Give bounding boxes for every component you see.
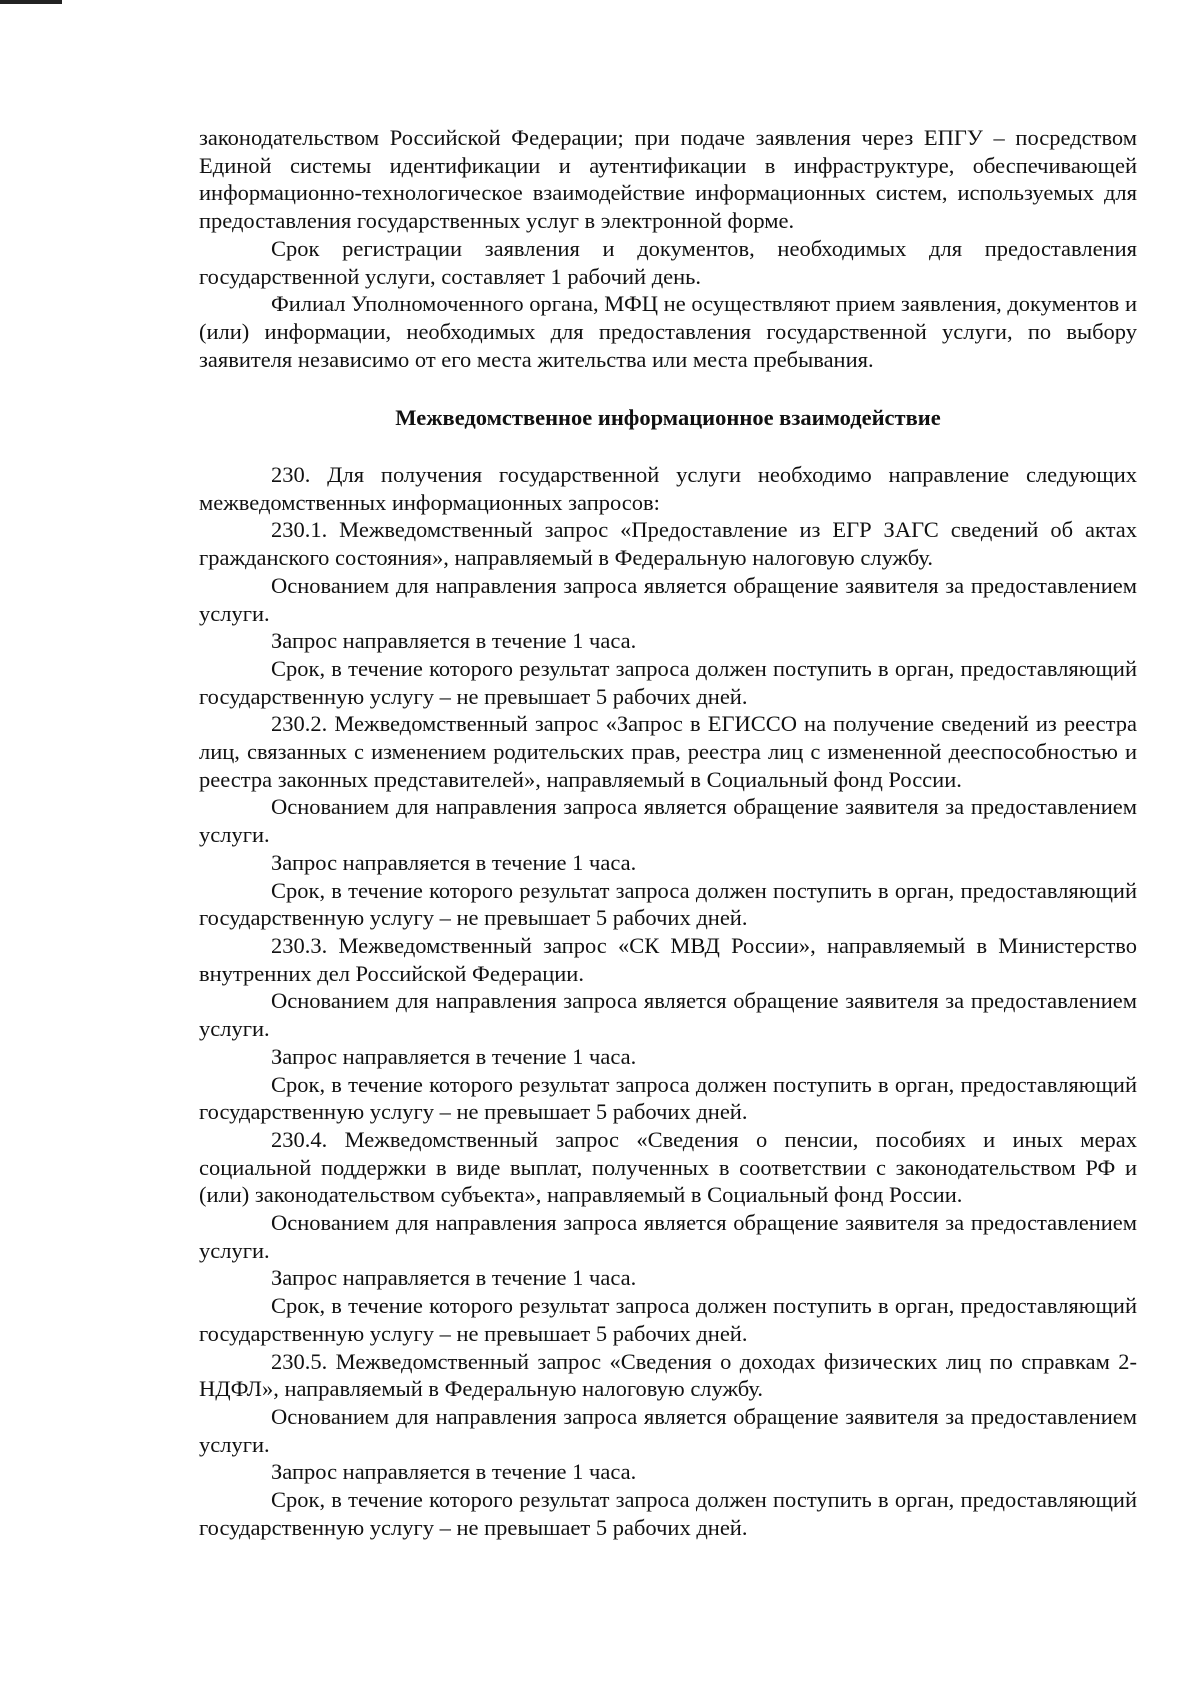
- paragraph-branch-note: Филиал Уполномоченного органа, МФЦ не осуществляют прием заявления, документов и (или) информации, необходимых для предоставления государственной услуги, по выбору заявителя независимо от его места жительства или места пребывания.: [199, 291, 1137, 372]
- section-heading: Межведомственное информационное взаимодействие: [395, 405, 941, 431]
- paragraph-230: 230. Для получения государственной услуги необходимо направление следующих межведомственных информационных запросов:: [199, 462, 1137, 515]
- paragraph-send-time: Запрос направляется в течение 1 часа.: [271, 1043, 637, 1069]
- scan-artifact-line: [0, 0, 62, 4]
- document-page: [199, 124, 1137, 1541]
- paragraph-230-4: 230.4. Межведомственный запрос «Сведения о пенсии, пособиях и иных мерах социальной поддержки в виде выплат, полученных в соответствии с законодательством РФ и (или) законодательством субъекта», направляемый в Социальный фонд России.: [199, 1126, 1137, 1208]
- paragraph-response-term: Срок, в течение которого результат запроса должен поступить в орган, предоставляющий государственную услугу – не превышает 5 рабочих дней.: [199, 1487, 1137, 1540]
- paragraph-response-term: Срок, в течение которого результат запроса должен поступить в орган, предоставляющий государственную услугу – не превышает 5 рабочих дней.: [199, 1293, 1137, 1346]
- paragraph-basis: Основанием для направления запроса является обращение заявителя за предоставлением услуги.: [199, 1403, 1137, 1457]
- paragraph-230-5: 230.5. Межведомственный запрос «Сведения о доходах физических лиц по справкам 2-НДФЛ», направляемый в Федеральную налоговую службу.: [199, 1348, 1137, 1402]
- paragraph-registration-term: Срок регистрации заявления и документов, необходимых для предоставления государственной услуги, составляет 1 рабочий день.: [199, 235, 1137, 289]
- paragraph-230-3: 230.3. Межведомственный запрос «СК МВД России», направляемый в Министерство внутренних дел Российской Федерации.: [199, 932, 1137, 986]
- paragraph-basis: Основанием для направления запроса является обращение заявителя за предоставлением услуги.: [199, 572, 1137, 626]
- paragraph-response-term: Срок, в течение которого результат запроса должен поступить в орган, предоставляющий государственную услугу – не превышает 5 рабочих дней.: [199, 655, 1137, 709]
- paragraph-basis: Основанием для направления запроса является обращение заявителя за предоставлением услуги.: [199, 1210, 1137, 1263]
- paragraph-response-term: Срок, в течение которого результат запроса должен поступить в орган, предоставляющий государственную услугу – не превышает 5 рабочих дней.: [199, 877, 1137, 931]
- paragraph-basis: Основанием для направления запроса является обращение заявителя за предоставлением услуги.: [199, 794, 1137, 848]
- paragraph-response-term: Срок, в течение которого результат запроса должен поступить в орган, предоставляющий государственную услугу – не превышает 5 рабочих дней.: [199, 1071, 1137, 1125]
- paragraph-continuation: законодательством Российской Федерации; при подаче заявления через ЕПГУ – посредством Единой системы идентификации и аутентификации в инфраструктуре, обеспечивающей информационно-технологическое взаимодействие информационных систем, используемых для предоставления государственных услуг в электронной форме.: [199, 125, 1137, 234]
- paragraph-230-1: 230.1. Межведомственный запрос «Предоставление из ЕГР ЗАГС сведений об актах гражданского состояния», направляемый в Федеральную налоговую службу.: [199, 517, 1137, 571]
- paragraph-basis: Основанием для направления запроса является обращение заявителя за предоставлением услуги.: [199, 988, 1137, 1042]
- paragraph-send-time: Запрос направляется в течение 1 часа.: [271, 849, 637, 875]
- paragraph-230-2: 230.2. Межведомственный запрос «Запрос в ЕГИССО на получение сведений из реестра лиц, связанных с изменением родительских прав, реестра лиц с измененной дееспособностью и реестра законных представителей», направляемый в Социальный фонд России.: [199, 711, 1137, 792]
- paragraph-send-time: Запрос направляется в течение 1 часа.: [271, 628, 637, 654]
- paragraph-send-time: Запрос направляется в течение 1 часа.: [271, 1265, 637, 1291]
- paragraph-send-time: Запрос направляется в течение 1 часа.: [271, 1459, 637, 1485]
